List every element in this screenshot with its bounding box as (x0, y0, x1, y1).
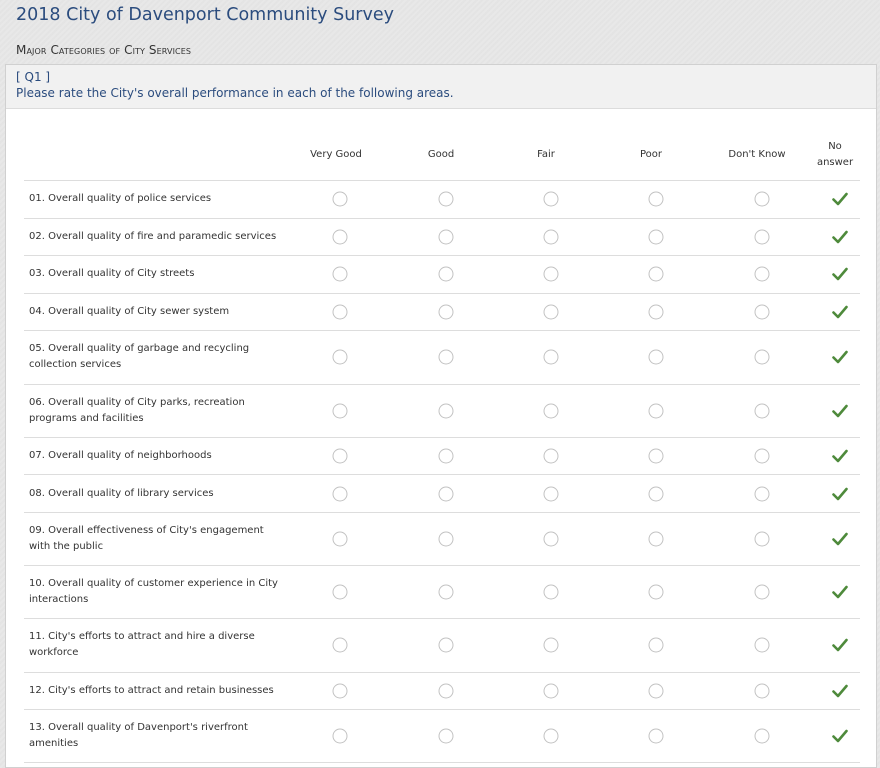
radio-good[interactable] (439, 305, 454, 320)
radio-very-good[interactable] (333, 267, 348, 282)
radio-very-good[interactable] (333, 192, 348, 207)
table-row (24, 385, 860, 438)
table-row (24, 256, 860, 294)
cell-good (439, 532, 454, 547)
cell-poor (649, 532, 664, 547)
no-answer-line2: answer (816, 157, 854, 168)
radio-very-good[interactable] (333, 683, 348, 698)
radio-dont-know[interactable] (755, 486, 770, 501)
cell-poor (649, 403, 664, 418)
radio-poor[interactable] (649, 229, 664, 244)
cell-poor (649, 449, 664, 464)
cell-good (439, 486, 454, 501)
table-row (24, 513, 860, 566)
radio-good[interactable] (439, 729, 454, 744)
radio-good[interactable] (439, 267, 454, 282)
radio-poor[interactable] (649, 192, 664, 207)
grid-header-row (24, 129, 860, 181)
cell-dont-know (755, 267, 770, 282)
radio-very-good[interactable] (333, 532, 348, 547)
cell-dont-know (755, 638, 770, 653)
question-number: [ Q1 ] (16, 70, 51, 84)
cell-poor (649, 486, 664, 501)
cell-very-good (333, 449, 348, 464)
radio-dont-know[interactable] (755, 683, 770, 698)
radio-good[interactable] (439, 449, 454, 464)
cell-dont-know (755, 729, 770, 744)
cell-dont-know (755, 486, 770, 501)
no-answer-check-icon[interactable] (832, 638, 848, 652)
table-row (24, 619, 860, 672)
no-answer-check-icon[interactable] (832, 487, 848, 501)
rating-grid (24, 129, 860, 763)
no-answer-check-icon[interactable] (832, 449, 848, 463)
cell-dont-know (755, 350, 770, 365)
radio-poor[interactable] (649, 532, 664, 547)
cell-dont-know (755, 532, 770, 547)
cell-no-answer (832, 638, 848, 652)
radio-good[interactable] (439, 486, 454, 501)
radio-fair[interactable] (544, 305, 559, 320)
cell-no-answer (832, 487, 848, 501)
cell-dont-know (755, 449, 770, 464)
cell-no-answer (832, 449, 848, 463)
cell-good (439, 638, 454, 653)
cell-poor (649, 683, 664, 698)
cell-poor (649, 305, 664, 320)
radio-dont-know[interactable] (755, 585, 770, 600)
radio-dont-know[interactable] (755, 267, 770, 282)
row-label: 07. Overall quality of neighborhoods (29, 450, 212, 462)
cell-fair (544, 683, 559, 698)
radio-dont-know[interactable] (755, 449, 770, 464)
radio-fair[interactable] (544, 403, 559, 418)
radio-good[interactable] (439, 638, 454, 653)
cell-fair (544, 638, 559, 653)
column-header-poor: Poor (639, 149, 663, 160)
cell-very-good (333, 683, 348, 698)
table-row (24, 219, 860, 257)
radio-very-good[interactable] (333, 350, 348, 365)
no-answer-check-icon[interactable] (832, 684, 848, 698)
radio-fair[interactable] (544, 729, 559, 744)
radio-fair[interactable] (544, 585, 559, 600)
row-label: 11. City's efforts to attract and hire a diverse workforce (29, 631, 255, 659)
cell-no-answer (832, 729, 848, 743)
row-label: 09. Overall effectiveness of City's engagement with the public (29, 525, 264, 553)
cell-good (439, 729, 454, 744)
row-label: 10. Overall quality of customer experience in City interactions (29, 578, 278, 606)
radio-fair[interactable] (544, 192, 559, 207)
table-row (24, 475, 860, 513)
radio-fair[interactable] (544, 486, 559, 501)
cell-good (439, 267, 454, 282)
cell-poor (649, 229, 664, 244)
question-panel (5, 64, 877, 768)
row-label: 05. Overall quality of garbage and recycling collection services (29, 343, 250, 371)
no-answer-check-icon[interactable] (832, 230, 848, 244)
radio-good[interactable] (439, 350, 454, 365)
radio-dont-know[interactable] (755, 638, 770, 653)
cell-fair (544, 585, 559, 600)
radio-very-good[interactable] (333, 729, 348, 744)
table-row (24, 673, 860, 711)
cell-very-good (333, 486, 348, 501)
radio-fair[interactable] (544, 638, 559, 653)
radio-dont-know[interactable] (755, 229, 770, 244)
cell-dont-know (755, 229, 770, 244)
row-label: 01. Overall quality of police services (29, 193, 212, 205)
row-label: 13. Overall quality of Davenport's riverfront amenities (29, 722, 248, 750)
radio-fair[interactable] (544, 683, 559, 698)
cell-very-good (333, 729, 348, 744)
row-label: 04. Overall quality of City sewer system (29, 306, 230, 318)
radio-dont-know[interactable] (755, 350, 770, 365)
cell-dont-know (755, 192, 770, 207)
no-answer-check-icon[interactable] (832, 532, 848, 546)
cell-very-good (333, 532, 348, 547)
cell-fair (544, 305, 559, 320)
cell-good (439, 449, 454, 464)
radio-fair[interactable] (544, 229, 559, 244)
radio-good[interactable] (439, 683, 454, 698)
cell-fair (544, 192, 559, 207)
column-header-very-good: Very Good (310, 149, 362, 160)
cell-good (439, 192, 454, 207)
column-header-fair: Fair (537, 149, 555, 160)
cell-no-answer (832, 305, 848, 319)
radio-good[interactable] (439, 532, 454, 547)
table-row (24, 438, 860, 476)
column-header-no-answer (810, 129, 860, 181)
cell-no-answer (832, 230, 848, 244)
cell-fair (544, 532, 559, 547)
radio-good[interactable] (439, 585, 454, 600)
cell-good (439, 403, 454, 418)
cell-good (439, 350, 454, 365)
row-label: 12. City's efforts to attract and retain businesses (29, 684, 274, 696)
section-title: Major Categories of City Services (16, 43, 192, 57)
radio-poor[interactable] (649, 585, 664, 600)
cell-good (439, 683, 454, 698)
table-row (24, 331, 860, 384)
cell-poor (649, 585, 664, 600)
cell-good (439, 305, 454, 320)
no-answer-check-icon[interactable] (832, 267, 848, 281)
column-header-good: Good (427, 149, 455, 160)
cell-good (439, 229, 454, 244)
radio-fair[interactable] (544, 449, 559, 464)
table-row (24, 566, 860, 619)
radio-very-good[interactable] (333, 638, 348, 653)
cell-poor (649, 267, 664, 282)
cell-fair (544, 403, 559, 418)
cell-no-answer (832, 192, 848, 206)
cell-fair (544, 350, 559, 365)
no-answer-check-icon[interactable] (832, 192, 848, 206)
cell-very-good (333, 267, 348, 282)
radio-dont-know[interactable] (755, 192, 770, 207)
cell-no-answer (832, 532, 848, 546)
cell-very-good (333, 229, 348, 244)
cell-fair (544, 267, 559, 282)
cell-poor (649, 192, 664, 207)
radio-poor[interactable] (649, 350, 664, 365)
cell-fair (544, 229, 559, 244)
cell-fair (544, 449, 559, 464)
cell-dont-know (755, 585, 770, 600)
cell-dont-know (755, 403, 770, 418)
radio-fair[interactable] (544, 532, 559, 547)
radio-poor[interactable] (649, 683, 664, 698)
radio-very-good[interactable] (333, 403, 348, 418)
radio-poor[interactable] (649, 267, 664, 282)
cell-no-answer (832, 350, 848, 364)
radio-dont-know[interactable] (755, 729, 770, 744)
no-answer-check-icon[interactable] (832, 404, 848, 418)
cell-poor (649, 729, 664, 744)
cell-very-good (333, 192, 348, 207)
no-answer-check-icon[interactable] (832, 305, 848, 319)
radio-dont-know[interactable] (755, 403, 770, 418)
radio-very-good[interactable] (333, 486, 348, 501)
radio-very-good[interactable] (333, 305, 348, 320)
row-label: 03. Overall quality of City streets (29, 268, 195, 280)
row-label: 06. Overall quality of City parks, recreation programs and facilities (29, 396, 245, 424)
survey-title: 2018 City of Davenport Community Survey (16, 5, 394, 25)
radio-good[interactable] (439, 403, 454, 418)
radio-very-good[interactable] (333, 585, 348, 600)
radio-dont-know[interactable] (755, 532, 770, 547)
radio-fair[interactable] (544, 350, 559, 365)
radio-poor[interactable] (649, 729, 664, 744)
radio-poor[interactable] (649, 449, 664, 464)
question-text: Please rate the City's overall performance in each of the following areas. (16, 86, 454, 100)
cell-very-good (333, 585, 348, 600)
no-answer-check-icon[interactable] (832, 729, 848, 743)
cell-no-answer (832, 267, 848, 281)
radio-very-good[interactable] (333, 449, 348, 464)
radio-poor[interactable] (649, 305, 664, 320)
radio-good[interactable] (439, 192, 454, 207)
cell-very-good (333, 638, 348, 653)
cell-fair (544, 486, 559, 501)
cell-good (439, 585, 454, 600)
cell-fair (544, 729, 559, 744)
table-row (24, 181, 860, 219)
radio-very-good[interactable] (333, 229, 348, 244)
cell-dont-know (755, 305, 770, 320)
cell-poor (649, 350, 664, 365)
cell-no-answer (832, 404, 848, 418)
radio-good[interactable] (439, 229, 454, 244)
table-row (24, 710, 860, 763)
radio-fair[interactable] (544, 267, 559, 282)
cell-no-answer (832, 585, 848, 599)
no-answer-line1: No (828, 141, 842, 152)
question-header (6, 65, 876, 109)
radio-poor[interactable] (649, 403, 664, 418)
cell-very-good (333, 403, 348, 418)
cell-dont-know (755, 683, 770, 698)
column-header-dont-know: Don't Know (728, 149, 786, 160)
row-label: 02. Overall quality of fire and paramedic services (29, 230, 277, 242)
no-answer-check-icon[interactable] (832, 350, 848, 364)
radio-poor[interactable] (649, 638, 664, 653)
cell-no-answer (832, 684, 848, 698)
radio-poor[interactable] (649, 486, 664, 501)
table-row (24, 294, 860, 332)
cell-very-good (333, 350, 348, 365)
no-answer-check-icon[interactable] (832, 585, 848, 599)
radio-dont-know[interactable] (755, 305, 770, 320)
row-label: 08. Overall quality of library services (29, 487, 214, 499)
cell-very-good (333, 305, 348, 320)
cell-poor (649, 638, 664, 653)
